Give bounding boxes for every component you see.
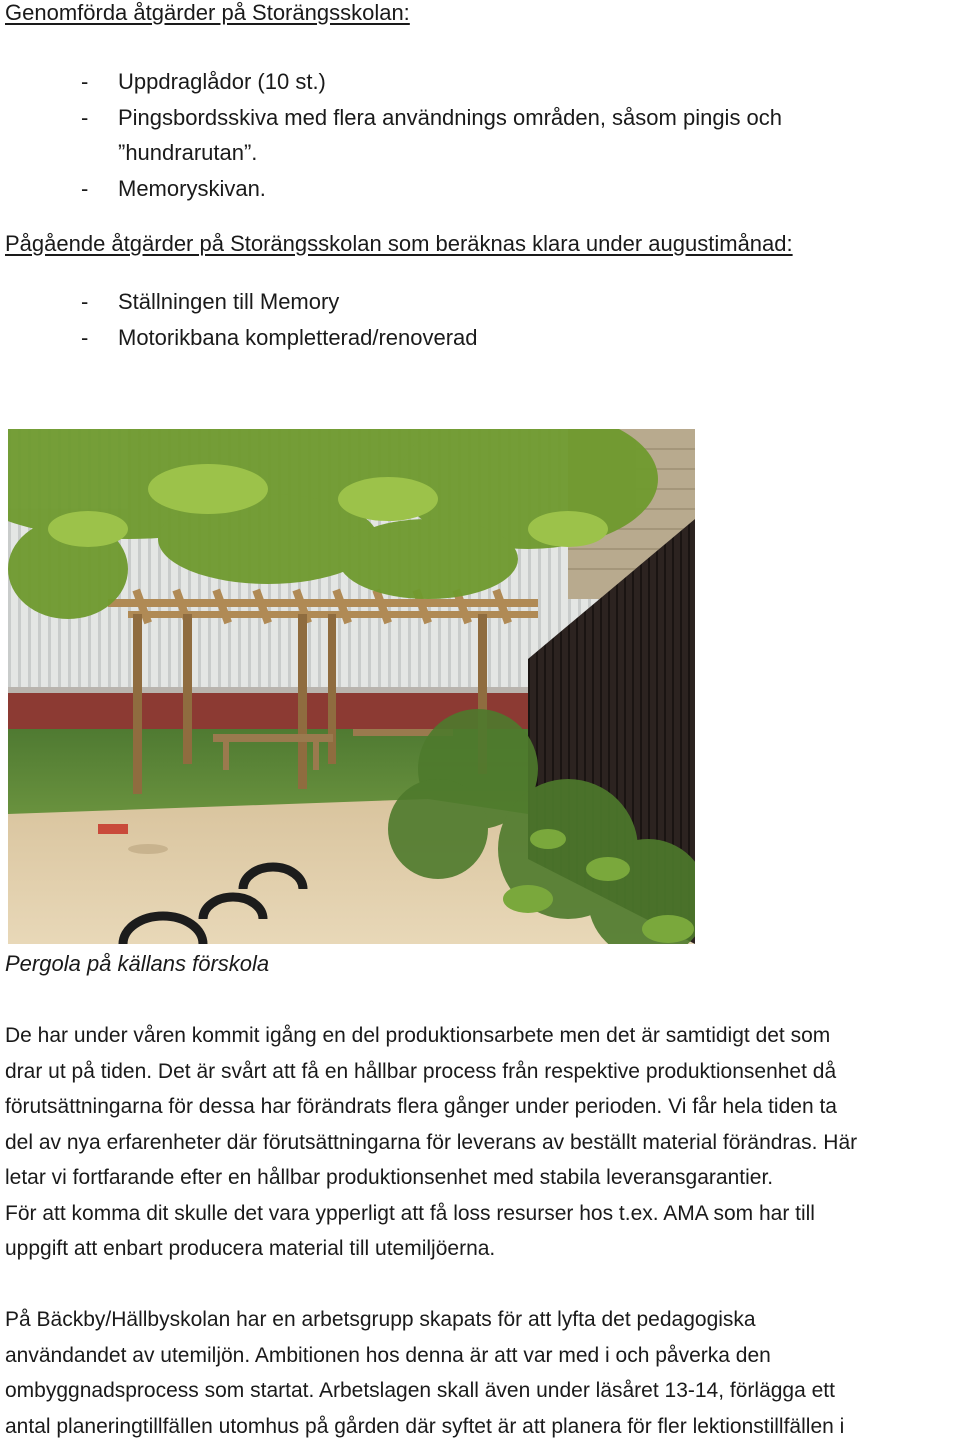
list-item-text: ”hundrarutan”. [118,135,257,171]
paragraph-production [5,1018,960,1267]
list-item [0,320,6,356]
list-item-text: Pingsbordsskiva med flera användnings områden, såsom pingis och [118,100,782,136]
section-heading-ongoing: Pågående åtgärder på Storängsskolan som beräknas klara under augustimånad: [5,231,793,257]
text-line: letar vi fortfarande efter en hållbar produktionsenhet med stabila leveransgarantier. [5,1160,960,1196]
list-item-text: Uppdraglådor (10 st.) [118,64,326,100]
list-item [0,171,6,207]
list-bullet: - [81,64,88,100]
text-line: För att komma dit skulle det vara ypperligt att få loss resurser hos t.ex. AMA som har till [5,1196,960,1232]
pergola-photo [8,429,695,944]
ongoing-actions-list [0,284,6,355]
text-line: ombyggnadsprocess som startat. Arbetslagen skall även under läsåret 13-14, förlägga ett [5,1373,960,1409]
text-line: På Bäckby/Hällbyskolan har en arbetsgrupp skapats för att lyfta det pedagogiska [5,1302,960,1338]
text-line: uppgift att enbart producera material till utemiljöerna. [5,1231,960,1267]
text-line: användandet av utemiljön. Ambitionen hos denna är att var med i och påverka den [5,1338,960,1374]
list-bullet: - [81,320,88,356]
list-item-text: Ställningen till Memory [118,284,339,320]
list-item-text: Motorikbana kompletterad/renoverad [118,320,478,356]
photo-caption: Pergola på källans förskola [5,951,269,977]
text-line: antal planeringtillfällen utomhus på gården där syftet är att planera för fler lektionstillfällen i [5,1409,960,1444]
list-item [0,100,6,136]
completed-actions-list [0,64,6,206]
list-item-text: Memoryskivan. [118,171,266,207]
list-item-continuation [0,135,6,171]
text-line: drar ut på tiden. Det är svårt att få en hållbar process från respektive produktionsenhet då [5,1054,960,1090]
section-heading-completed: Genomförda åtgärder på Storängsskolan: [5,0,410,26]
list-bullet: - [81,171,88,207]
list-item [0,64,6,100]
list-item [0,284,6,320]
text-line: förutsättningarna för dessa har förändrats flera gånger under perioden. Vi får hela tiden ta [5,1089,960,1125]
list-bullet: - [81,284,88,320]
text-line: De har under våren kommit igång en del produktionsarbete men det är samtidigt det som [5,1018,960,1054]
list-bullet: - [81,100,88,136]
text-line: del av nya erfarenheter där förutsättningarna för leverans av beställt material förändras. Här [5,1125,960,1161]
paragraph-backby [5,1302,960,1444]
